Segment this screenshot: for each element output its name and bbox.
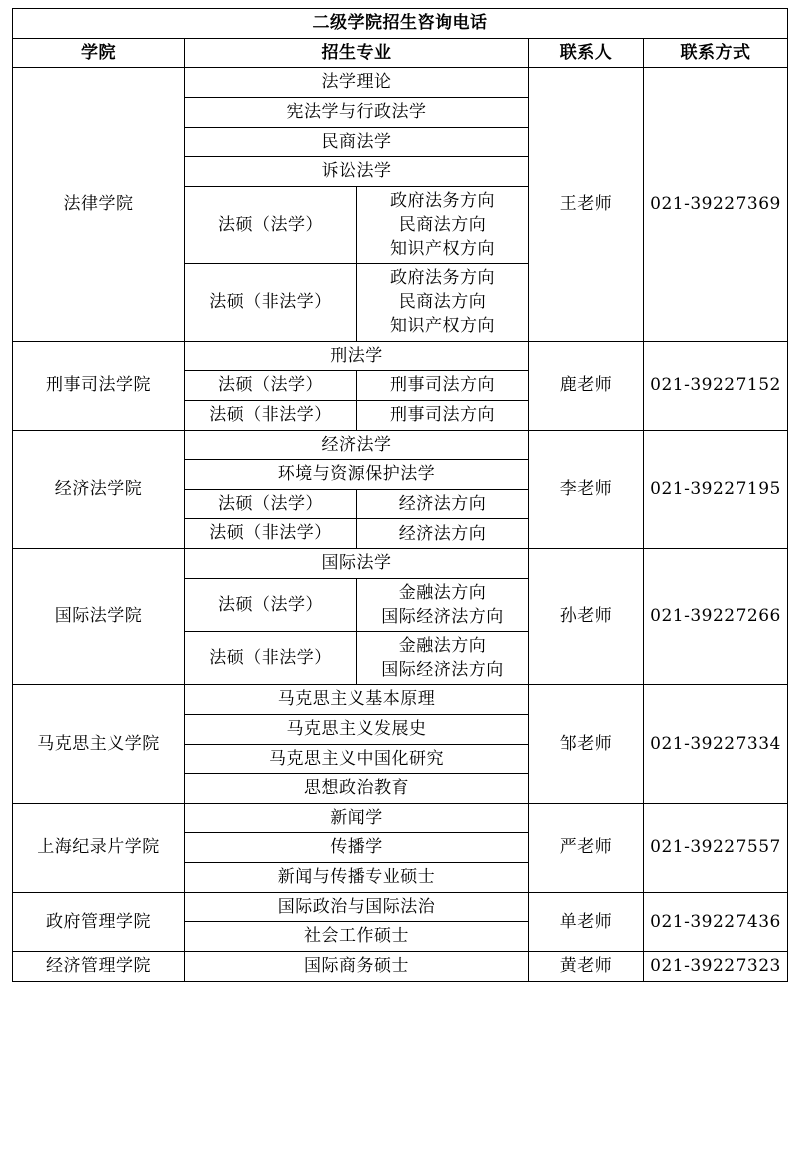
major-direction-list bbox=[357, 400, 529, 430]
major-name: 民商法学 bbox=[185, 127, 529, 157]
page-title: 二级学院招生咨询电话 bbox=[13, 9, 788, 39]
college-name: 国际法学院 bbox=[13, 549, 185, 685]
column-header-contact-method: 联系方式 bbox=[644, 38, 788, 68]
major-name: 法硕（法学） bbox=[185, 371, 357, 401]
major-name: 刑法学 bbox=[185, 341, 529, 371]
contact-phone: 021-39227436 bbox=[644, 892, 788, 951]
major-name: 法硕（法学） bbox=[185, 489, 357, 519]
college-name: 马克思主义学院 bbox=[13, 685, 185, 804]
major-name: 新闻学 bbox=[185, 803, 529, 833]
major-direction-list bbox=[357, 519, 529, 549]
major-name: 法学理论 bbox=[185, 68, 529, 98]
major-direction: 金融法方向 bbox=[398, 635, 487, 656]
major-direction-list bbox=[357, 489, 529, 519]
college-name: 经济管理学院 bbox=[13, 951, 185, 981]
major-name: 传播学 bbox=[185, 833, 529, 863]
table-row bbox=[13, 341, 788, 371]
major-direction-list bbox=[357, 631, 529, 684]
major-direction: 国际经济法方向 bbox=[381, 660, 504, 681]
contact-person: 邹老师 bbox=[529, 685, 644, 804]
major-direction: 刑事司法方向 bbox=[390, 375, 495, 396]
major-name: 法硕（非法学） bbox=[185, 631, 357, 684]
contact-phone: 021-39227557 bbox=[644, 803, 788, 892]
major-name: 诉讼法学 bbox=[185, 157, 529, 187]
major-direction: 经济法方向 bbox=[398, 523, 487, 544]
contact-phone: 021-39227323 bbox=[644, 951, 788, 981]
major-name: 环境与资源保护法学 bbox=[185, 460, 529, 490]
table-body bbox=[13, 9, 788, 982]
major-name: 马克思主义基本原理 bbox=[185, 685, 529, 715]
column-header-contact-person: 联系人 bbox=[529, 38, 644, 68]
major-name: 经济法学 bbox=[185, 430, 529, 460]
college-name: 政府管理学院 bbox=[13, 892, 185, 951]
major-name: 法硕（法学） bbox=[185, 578, 357, 631]
major-direction: 刑事司法方向 bbox=[390, 405, 495, 426]
contact-person: 孙老师 bbox=[529, 549, 644, 685]
major-name: 法硕（非法学） bbox=[185, 400, 357, 430]
college-name: 法律学院 bbox=[13, 68, 185, 341]
table-row bbox=[13, 430, 788, 460]
major-name: 法硕（法学） bbox=[185, 186, 357, 263]
major-direction: 金融法方向 bbox=[398, 582, 487, 603]
major-name: 思想政治教育 bbox=[185, 774, 529, 804]
major-name: 马克思主义发展史 bbox=[185, 714, 529, 744]
major-name: 新闻与传播专业硕士 bbox=[185, 863, 529, 893]
major-direction: 知识产权方向 bbox=[390, 239, 495, 260]
major-direction: 知识产权方向 bbox=[390, 316, 495, 337]
college-name: 经济法学院 bbox=[13, 430, 185, 549]
college-name: 上海纪录片学院 bbox=[13, 803, 185, 892]
major-name: 国际法学 bbox=[185, 549, 529, 579]
contact-person: 严老师 bbox=[529, 803, 644, 892]
major-name: 马克思主义中国化研究 bbox=[185, 744, 529, 774]
major-direction: 民商法方向 bbox=[398, 292, 487, 313]
contact-phone: 021-39227195 bbox=[644, 430, 788, 549]
college-name: 刑事司法学院 bbox=[13, 341, 185, 430]
contact-phone: 021-39227266 bbox=[644, 549, 788, 685]
major-direction: 政府法务方向 bbox=[390, 268, 495, 289]
admissions-contact-table bbox=[12, 8, 788, 982]
header-row bbox=[13, 38, 788, 68]
table-row bbox=[13, 68, 788, 98]
major-direction: 国际经济法方向 bbox=[381, 606, 504, 627]
contact-phone: 021-39227369 bbox=[644, 68, 788, 341]
table-row bbox=[13, 892, 788, 922]
table-row bbox=[13, 951, 788, 981]
major-name: 国际商务硕士 bbox=[185, 951, 529, 981]
major-direction-list bbox=[357, 264, 529, 341]
major-direction: 民商法方向 bbox=[398, 214, 487, 235]
column-header-major: 招生专业 bbox=[185, 38, 529, 68]
column-header-college: 学院 bbox=[13, 38, 185, 68]
major-direction-list bbox=[357, 186, 529, 263]
table-row bbox=[13, 803, 788, 833]
contact-phone: 021-39227334 bbox=[644, 685, 788, 804]
major-name: 宪法学与行政法学 bbox=[185, 97, 529, 127]
contact-person: 鹿老师 bbox=[529, 341, 644, 430]
major-direction-list bbox=[357, 371, 529, 401]
contact-person: 单老师 bbox=[529, 892, 644, 951]
major-direction-list bbox=[357, 578, 529, 631]
contact-phone: 021-39227152 bbox=[644, 341, 788, 430]
contact-person: 李老师 bbox=[529, 430, 644, 549]
major-direction: 经济法方向 bbox=[398, 494, 487, 515]
table-row bbox=[13, 549, 788, 579]
table-row bbox=[13, 685, 788, 715]
title-row bbox=[13, 9, 788, 39]
major-name: 法硕（非法学） bbox=[185, 264, 357, 341]
major-name: 国际政治与国际法治 bbox=[185, 892, 529, 922]
major-name: 法硕（非法学） bbox=[185, 519, 357, 549]
contact-person: 王老师 bbox=[529, 68, 644, 341]
contact-person: 黄老师 bbox=[529, 951, 644, 981]
major-direction: 政府法务方向 bbox=[390, 190, 495, 211]
major-name: 社会工作硕士 bbox=[185, 922, 529, 952]
